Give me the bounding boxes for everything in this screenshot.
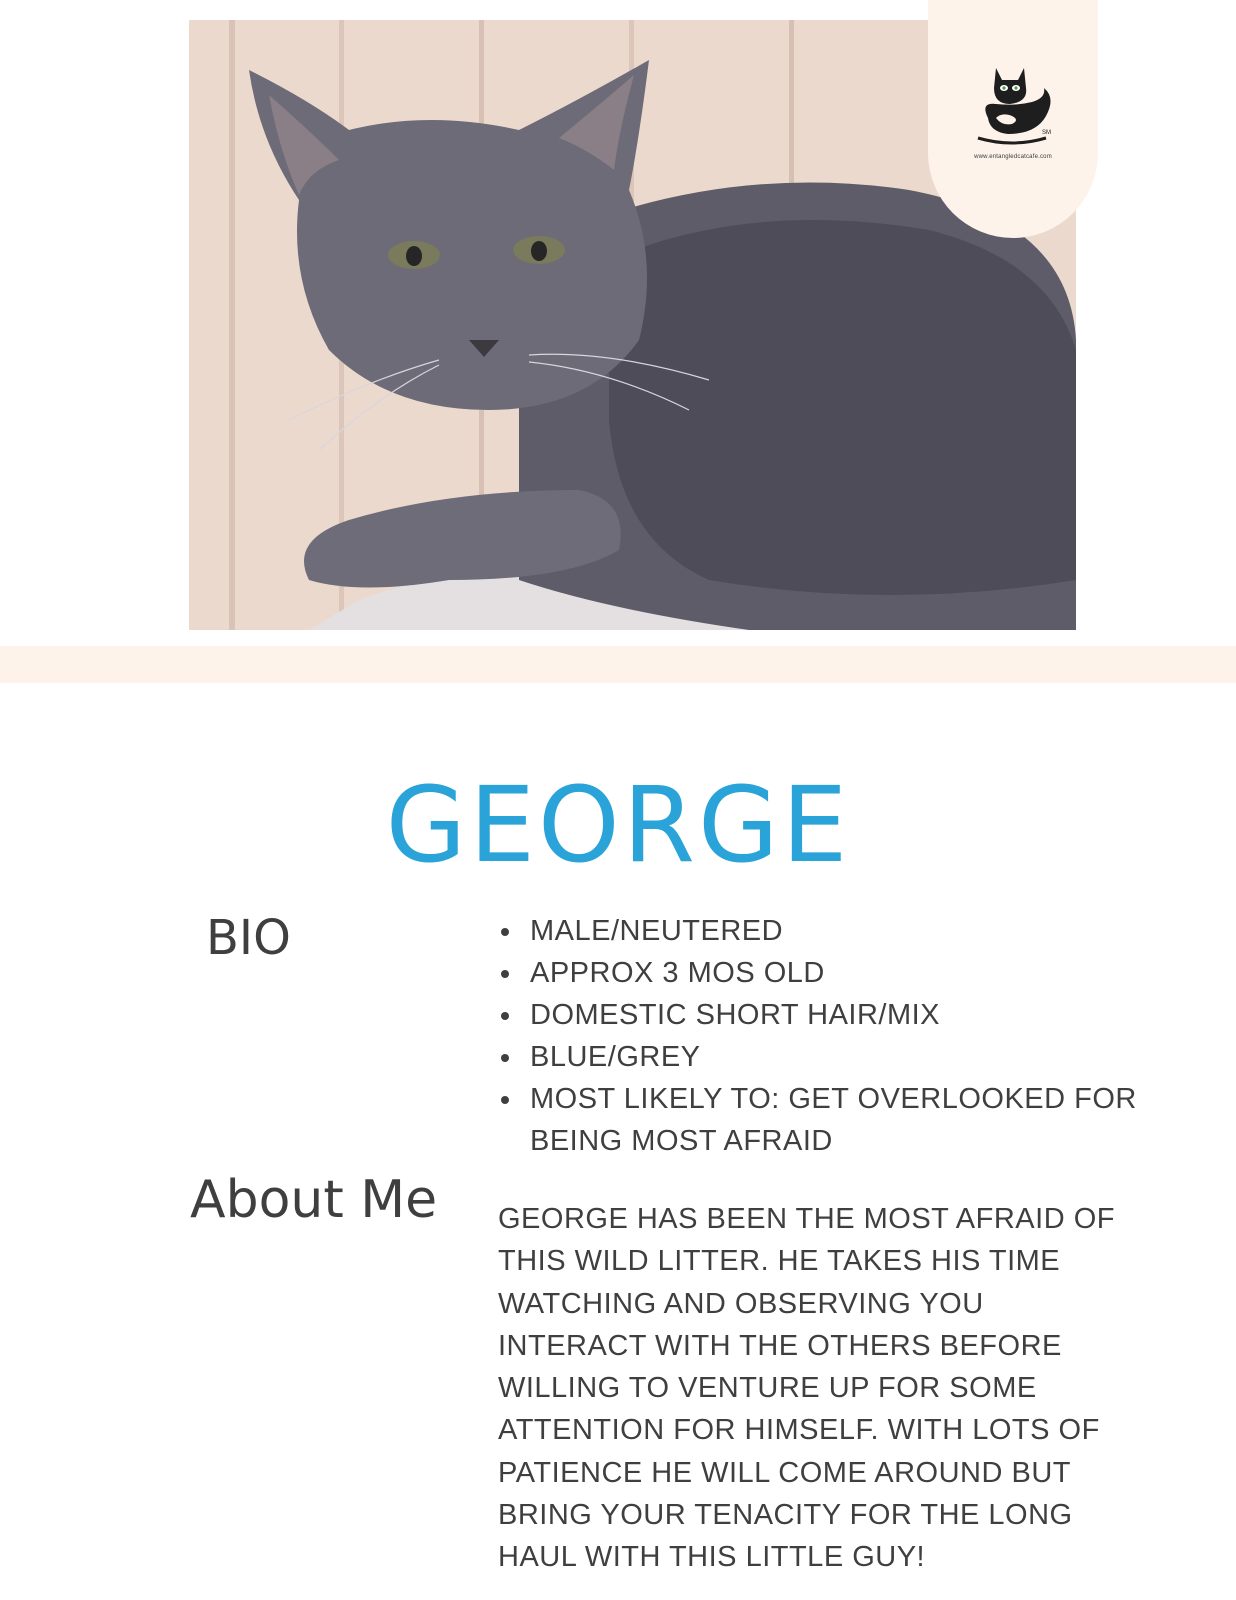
cat-logo-icon [966,58,1060,152]
divider-band [0,646,1236,683]
bio-label: BIO [206,910,291,966]
about-text: GEORGE HAS BEEN THE MOST AFRAID OF THIS WILD LITTER. HE TAKES HIS TIME WATCHING AND OBSERVING YOU INTERACT WITH THE OTHERS BEFORE WILLING TO VENTURE UP FOR SOME ATTENTION FOR HIMSELF. WITH LOTS OF PATIENCE HE WILL COME AROUND BUT BRING YOUR TENACITY FOR THE LONG HAUL WITH THIS LITTLE GUY! [498,1203,1115,1574]
logo-mark: SM [1042,130,1051,136]
cat-name: GEORGE [385,763,851,886]
about-label: About Me [190,1170,438,1230]
bio-item: • BLUE/GREY [524,1036,1204,1078]
bio-item: • APPROX 3 MOS OLD [524,952,1204,994]
bio-list [490,910,1204,1162]
bio-item: • MOST LIKELY TO: GET OVERLOOKED FOR BEING MOST AFRAID [524,1078,1204,1162]
logo-badge [928,0,1098,238]
bio-item: • MALE/NEUTERED [524,910,1204,952]
logo-url: www.entangledcatcafe.com [974,154,1052,160]
bio-item: • DOMESTIC SHORT HAIR/MIX [524,994,1204,1036]
